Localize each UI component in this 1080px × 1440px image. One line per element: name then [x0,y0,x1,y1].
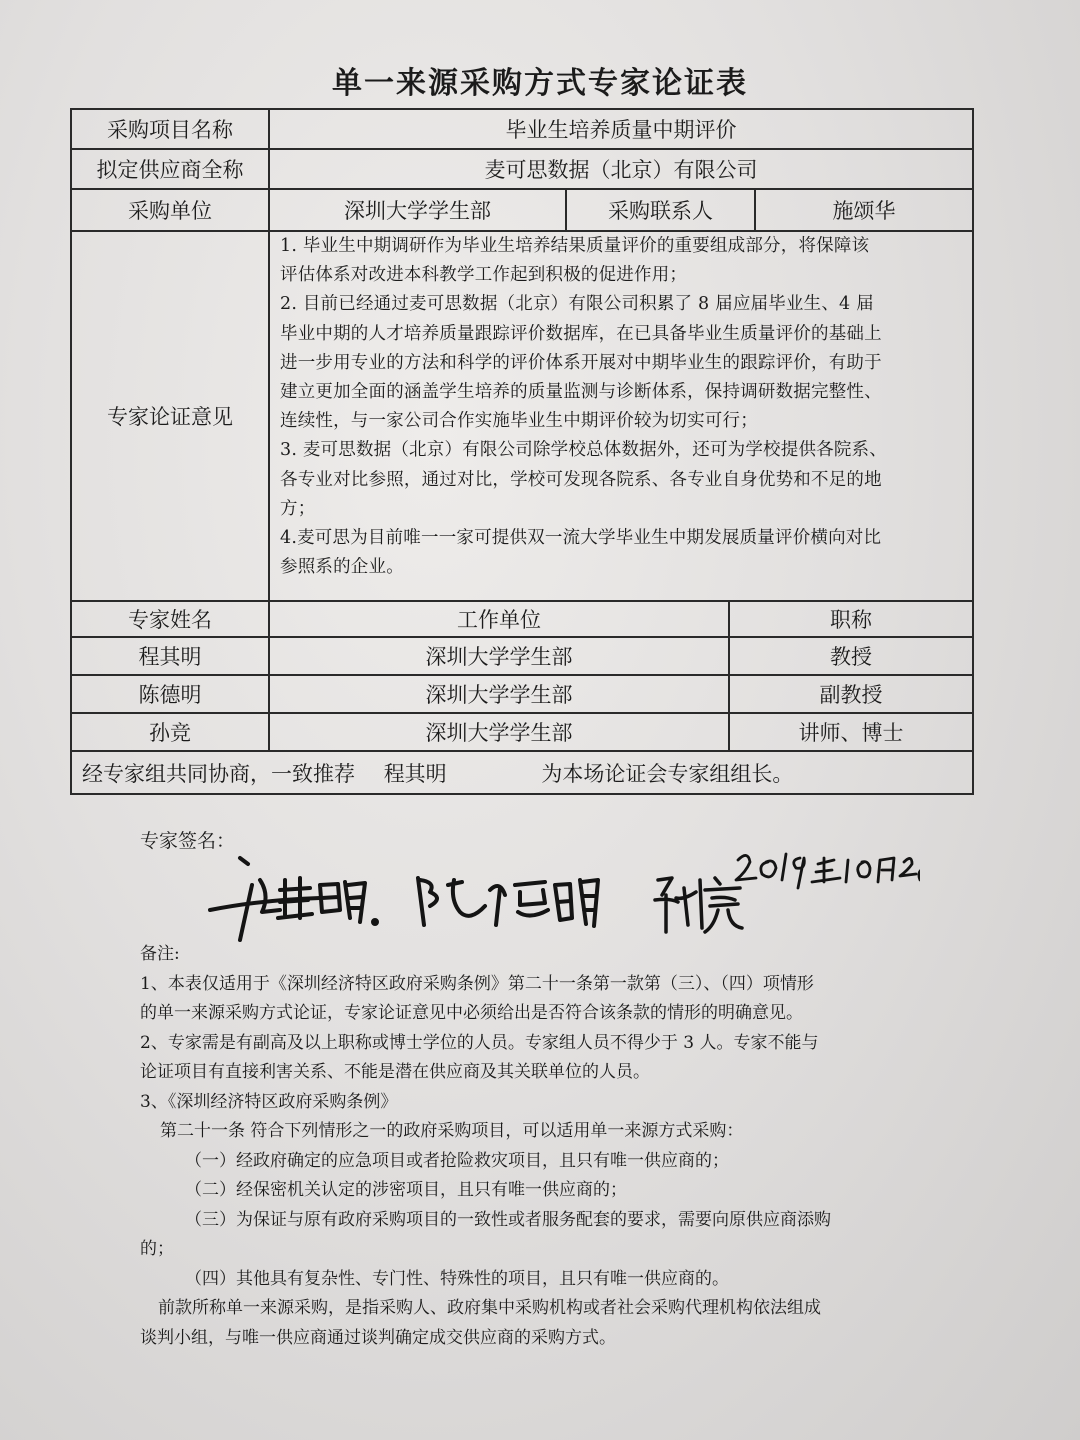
note-line: （一）经政府确定的应急项目或者抢险救灾项目，且只有唯一供应商的； [185,1150,729,1171]
notes-heading: 备注: [140,944,180,964]
supplier-row [71,149,973,189]
note-line: （三）为保证与原有政府采购项目的一致性或者服务配套的要求，需要向原供应商添购 [185,1209,831,1230]
note-line: 2、专家需是有副高及以上职称或博士学位的人员。专家组人员不得少于 3 人。专家不能与 [140,1032,819,1053]
expert-unit-header: 工作单位 [269,601,729,637]
note-line: （二）经保密机关认定的涉密项目，且只有唯一供应商的； [185,1180,627,1200]
supplier-value: 麦可思数据（北京）有限公司 [269,149,973,189]
argument-form-table [70,108,974,795]
expert-header-row [71,601,973,637]
opinion-line: 毕业中期的人才培养质量跟踪评价数据库，在已具备毕业生质量评价的基础上 [280,323,882,344]
opinion-label: 专家论证意见 [71,231,269,601]
opinion-line: 各专业对比参照，通过对比，学校可发现各院系、各专业自身优势和不足的地 [280,469,882,490]
notes-body [140,970,940,1354]
contact-value: 施颂华 [755,189,973,231]
supplier-label: 拟定供应商全称 [71,149,269,189]
note-line: 第二十一条 符合下列情形之一的政府采购项目，可以适用单一来源方式采购： [160,1121,744,1141]
note-line: 的； [140,1239,174,1259]
expert-name: 孙竞 [71,713,269,751]
leader-name: 程其明 [383,761,447,786]
expert-name: 程其明 [71,637,269,675]
expert-row [71,637,973,675]
expert-name-header: 专家姓名 [71,601,269,637]
signature-label: 专家签名： [140,830,236,852]
opinion-line: 评估体系对改进本科教学工作起到积极的促进作用； [280,265,688,286]
opinion-line: 建立更加全面的涵盖学生培养的质量监测与诊断体系，保持调研数据完整性、 [280,382,882,403]
handwritten-signatures [200,840,920,950]
opinion-line: 2. 目前已经通过麦可思数据（北京）有限公司积累了 8 届应届毕业生、4 届 [280,294,874,315]
opinion-line: 4.麦可思为目前唯一一家可提供双一流大学毕业生中期发展质量评价横向对比 [280,528,882,549]
expert-unit: 深圳大学学生部 [269,675,729,713]
opinion-row [71,231,973,601]
project-row [71,109,973,149]
leader-statement [71,751,973,794]
opinion-line: 参照系的企业。 [280,557,404,578]
unit-row [71,189,973,231]
expert-title-header: 职称 [729,601,973,637]
expert-title: 教授 [729,637,973,675]
expert-unit: 深圳大学学生部 [269,637,729,675]
project-label: 采购项目名称 [71,109,269,149]
note-line: 谈判小组，与唯一供应商通过谈判确定成交供应商的采购方式。 [140,1327,616,1348]
project-value: 毕业生培养质量中期评价 [269,109,973,149]
page-title: 单一来源采购方式专家论证表 [332,66,748,101]
leader-suffix: 为本场论证会专家组组长。 [541,761,794,786]
opinion-line: 3. 麦可思数据（北京）有限公司除学校总体数据外，还可为学校提供各院系、 [280,440,887,461]
note-line: （四）其他具有复杂性、专门性、特殊性的项目，且只有唯一供应商的。 [185,1268,729,1289]
expert-title: 副教授 [729,675,973,713]
note-line: 前款所称单一来源采购，是指采购人、政府集中采购机构或者社会采购代理机构依法组成 [158,1298,821,1318]
expert-name: 陈德明 [71,675,269,713]
note-line: 1、本表仅适用于《深圳经济特区政府采购条例》第二十一条第一款第（三）、（四）项情形 [140,973,814,994]
expert-unit: 深圳大学学生部 [269,713,729,751]
contact-label: 采购联系人 [566,189,755,231]
note-line: 论证项目有直接利害关系、不能是潜在供应商及其关联单位的人员。 [140,1062,650,1082]
expert-title: 讲师、博士 [729,713,973,751]
note-line: 的单一来源采购方式论证，专家论证意见中必须给出是否符合该条款的情形的明确意见。 [140,1003,803,1023]
opinion-line: 1. 毕业生中期调研作为毕业生培养结果质量评价的重要组成部分，将保障该 [280,236,870,256]
opinion-line: 进一步用专业的方法和科学的评价体系开展对中期毕业生的跟踪评价，有助于 [280,352,882,373]
leader-prefix: 经专家组共同协商，一致推荐 [82,761,355,786]
unit-value: 深圳大学学生部 [269,189,566,231]
expert-row [71,675,973,713]
notes-section [140,940,940,1353]
note-line: 3、《深圳经济特区政府采购条例》 [140,1091,398,1112]
expert-row [71,713,973,751]
opinion-paragraphs [280,232,964,582]
leader-row [71,751,973,794]
opinion-line: 方； [280,498,316,519]
unit-label: 采购单位 [71,189,269,231]
opinion-text [269,231,973,601]
opinion-line: 连续性，与一家公司合作实施毕业生中期评价较为切实可行； [280,411,758,432]
